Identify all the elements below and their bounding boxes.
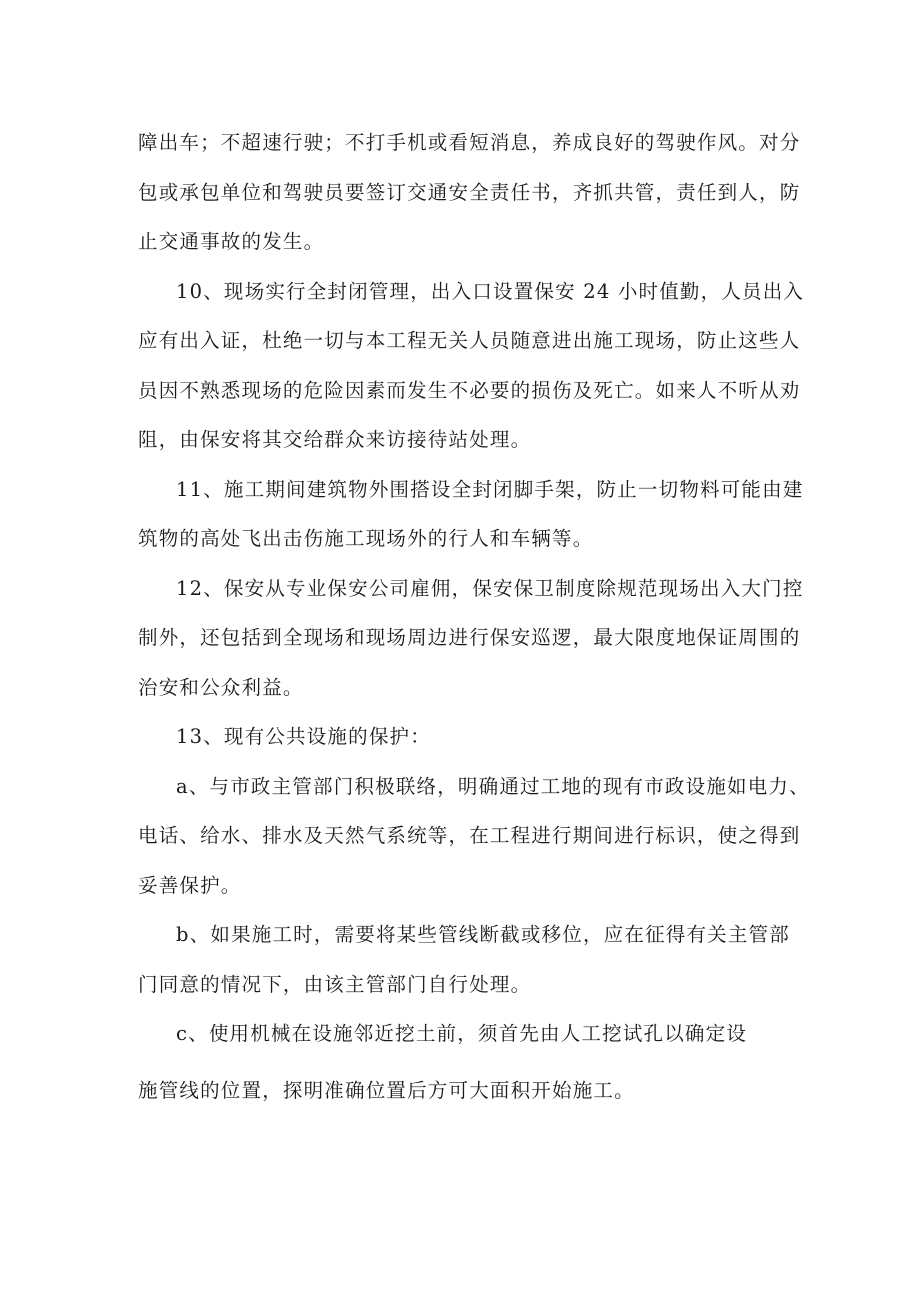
text-line: 门同意的情况下，由该主管部门自行处理。 (138, 973, 532, 996)
text-line: 包或承包单位和驾驶员要签订交通安全责任书，齐抓共管，责任到人，防 (138, 181, 801, 204)
text-line: 电话、给水、排水及天然气系统等，在工程进行期间进行标识，使之得到 (138, 824, 801, 847)
paragraph-10-start: 10、现场实行全封闭管理，出入口设置保安 24 小时值勤，人员出入 (176, 280, 805, 303)
item-c-start: c、使用机械在设施邻近挖土前，须首先由人工挖试孔以确定设 (176, 1022, 748, 1045)
paragraph-13-heading: 13、现有公共设施的保护： (176, 725, 431, 748)
paragraph-11-start: 11、施工期间建筑物外围搭设全封闭脚手架，防止一切物料可能由建 (176, 478, 804, 501)
text-line: 制外，还包括到全现场和现场周边进行保安巡逻，最大限度地保证周围的 (138, 626, 801, 649)
text-line: 妥善保护。 (138, 874, 242, 897)
text-line: 筑物的高处飞出击伤施工现场外的行人和车辆等。 (138, 527, 594, 550)
item-b-start: b、如果施工时，需要将某些管线断截或移位，应在征得有关主管部 (176, 923, 790, 946)
text-line: 障出车；不超速行驶；不打手机或看短消息，养成良好的驾驶作风。对分 (138, 131, 801, 154)
item-a-start: a、与市政主管部门积极联络，明确通过工地的现有市政设施如电力、 (176, 775, 810, 798)
text-line: 阻，由保安将其交给群众来访接待站处理。 (138, 428, 532, 451)
text-line: 施管线的位置，探明准确位置后方可大面积开始施工。 (138, 1079, 635, 1102)
text-line: 应有出入证，杜绝一切与本工程无关人员随意进出施工现场，防止这些人 (138, 329, 801, 352)
text-line: 员因不熟悉现场的危险因素而发生不必要的损伤及死亡。如来人不听从劝 (138, 379, 801, 402)
text-line: 止交通事故的发生。 (138, 230, 325, 253)
text-line: 治安和公众利益。 (138, 676, 304, 699)
paragraph-12-start: 12、保安从专业保安公司雇佣，保安保卫制度除规范现场出入大门控 (176, 577, 804, 600)
